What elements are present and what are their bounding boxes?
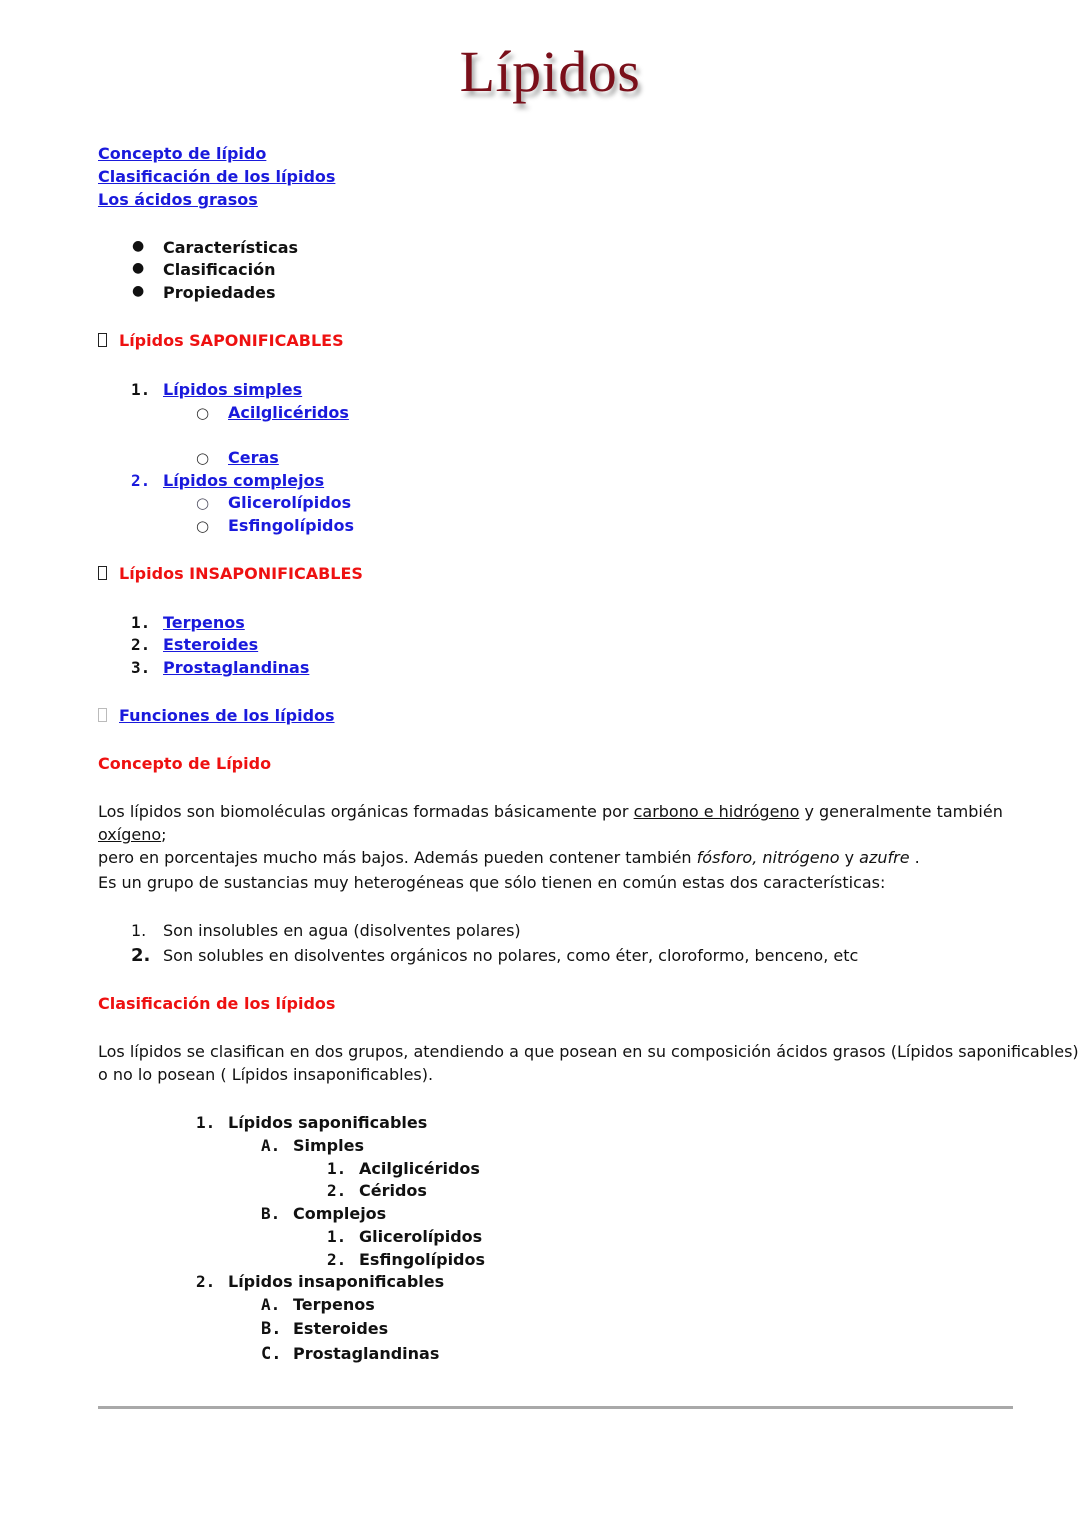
checkbox-glyph-icon <box>98 333 107 347</box>
list-item: Clasificación <box>163 260 276 279</box>
bullet-icon: ● <box>132 283 145 299</box>
toc-link-acilgliceridos[interactable]: Acilglicéridos <box>228 403 349 422</box>
tree-number: A. <box>261 1136 281 1155</box>
text-underlined: carbono e hidrógeno <box>633 802 800 821</box>
toc-link-ceras[interactable]: Ceras <box>228 448 279 467</box>
tree-item: Acilglicéridos <box>359 1159 480 1178</box>
text: pero en porcentajes mucho más bajos. Además pueden contener también <box>98 848 697 867</box>
toc-link-clasificacion[interactable]: Clasificación de los lípidos <box>98 167 336 186</box>
tree-item: Complejos <box>293 1204 387 1223</box>
toc-link-lipidos-simples[interactable]: Lípidos simples <box>163 380 303 399</box>
tree-number: B. <box>261 1204 281 1223</box>
toc-link-concepto[interactable]: Concepto de lípido <box>98 144 267 163</box>
toc-link-lipidos-complejos[interactable]: Lípidos complejos <box>163 471 325 490</box>
tree-item: Simples <box>293 1136 364 1155</box>
tree-item: Esfingolípidos <box>359 1250 486 1269</box>
list-item: Son solubles en disolventes orgánicos no polares, como éter, cloroformo, benceno, etc <box>163 946 859 965</box>
tree-item: Terpenos <box>293 1295 375 1314</box>
tree-item: Glicerolípidos <box>359 1227 483 1246</box>
tree-number: 2. <box>327 1250 347 1269</box>
toc-link-prostaglandinas[interactable]: Prostaglandinas <box>163 658 310 677</box>
page-title: Lípidos <box>459 39 641 104</box>
funciones-row <box>98 706 335 725</box>
tree-number: B. <box>261 1319 282 1339</box>
insaponificables-heading-row <box>98 564 363 583</box>
clasificacion-paragraph-line-2: o no lo posean ( Lípidos insaponificables). <box>98 1065 434 1084</box>
insaponificables-heading: Lípidos INSAPONIFICABLES <box>119 564 363 583</box>
text: ; <box>161 825 167 844</box>
text-underlined: oxígeno <box>98 825 162 844</box>
list-number: 3. <box>131 658 151 677</box>
tree-number: A. <box>261 1295 281 1314</box>
text-italic: azufre <box>859 848 910 867</box>
checkbox-glyph-icon <box>98 566 107 580</box>
concepto-paragraph-2: Es un grupo de sustancias muy heterogéneas que sólo tienen en común estas dos características: <box>98 873 886 892</box>
list-item-esfingolipidos: Esfingolípidos <box>228 516 355 535</box>
list-item: Características <box>163 238 299 257</box>
tree-item: Lípidos saponificables <box>228 1113 428 1132</box>
text: . <box>909 848 920 867</box>
text: Los lípidos son biomoléculas orgánicas formadas básicamente por <box>98 802 634 821</box>
tree-item: Céridos <box>359 1181 427 1200</box>
list-number: 1. <box>131 380 151 399</box>
clasificacion-heading: Clasificación de los lípidos <box>98 994 336 1013</box>
list-number: 2. <box>131 635 151 654</box>
horizontal-divider <box>98 1406 1013 1409</box>
saponificables-heading-row <box>98 331 344 350</box>
clasificacion-paragraph-line-1: Los lípidos se clasifican en dos grupos, atendiendo a que posean en su composición ácidos grasos (Lípidos saponificables) <box>98 1042 1079 1061</box>
circle-bullet-icon: ○ <box>196 404 210 422</box>
list-item: Propiedades <box>163 283 276 302</box>
list-item-glicerolipidos: Glicerolípidos <box>228 493 352 512</box>
bullet-icon: ● <box>132 260 145 276</box>
toc-link-funciones[interactable]: Funciones de los lípidos <box>119 706 335 725</box>
saponificables-heading: Lípidos SAPONIFICABLES <box>119 331 344 350</box>
tree-number: 1. <box>327 1227 347 1246</box>
text-italic: fósforo, nitrógeno <box>696 848 840 867</box>
toc-link-acidos-grasos[interactable]: Los ácidos grasos <box>98 190 258 209</box>
tree-number: C. <box>261 1344 282 1364</box>
text: y generalmente también <box>799 802 1003 821</box>
circle-bullet-icon: ○ <box>196 494 210 512</box>
tree-item: Lípidos insaponificables <box>228 1272 445 1291</box>
list-number: 1. <box>131 613 151 632</box>
list-number: 1. <box>131 921 147 940</box>
toc-link-esteroides[interactable]: Esteroides <box>163 635 259 654</box>
tree-item: Prostaglandinas <box>293 1344 440 1363</box>
circle-bullet-icon: ○ <box>196 449 210 467</box>
list-number: 2. <box>131 471 151 490</box>
bullet-icon: ● <box>132 238 145 254</box>
tree-number: 1. <box>327 1159 347 1178</box>
list-number: 2. <box>131 945 151 966</box>
text: y <box>839 848 860 867</box>
circle-bullet-icon: ○ <box>196 517 210 535</box>
concepto-paragraph-1 <box>98 800 1028 869</box>
tree-number: 2. <box>196 1272 216 1291</box>
list-item: Son insolubles en agua (disolventes polares) <box>163 921 521 940</box>
toc-link-terpenos[interactable]: Terpenos <box>163 613 245 632</box>
tree-item: Esteroides <box>293 1319 389 1338</box>
concepto-heading: Concepto de Lípido <box>98 754 272 773</box>
tree-number: 2. <box>327 1181 347 1200</box>
tree-number: 1. <box>196 1113 216 1132</box>
checkbox-glyph-icon <box>98 708 107 722</box>
